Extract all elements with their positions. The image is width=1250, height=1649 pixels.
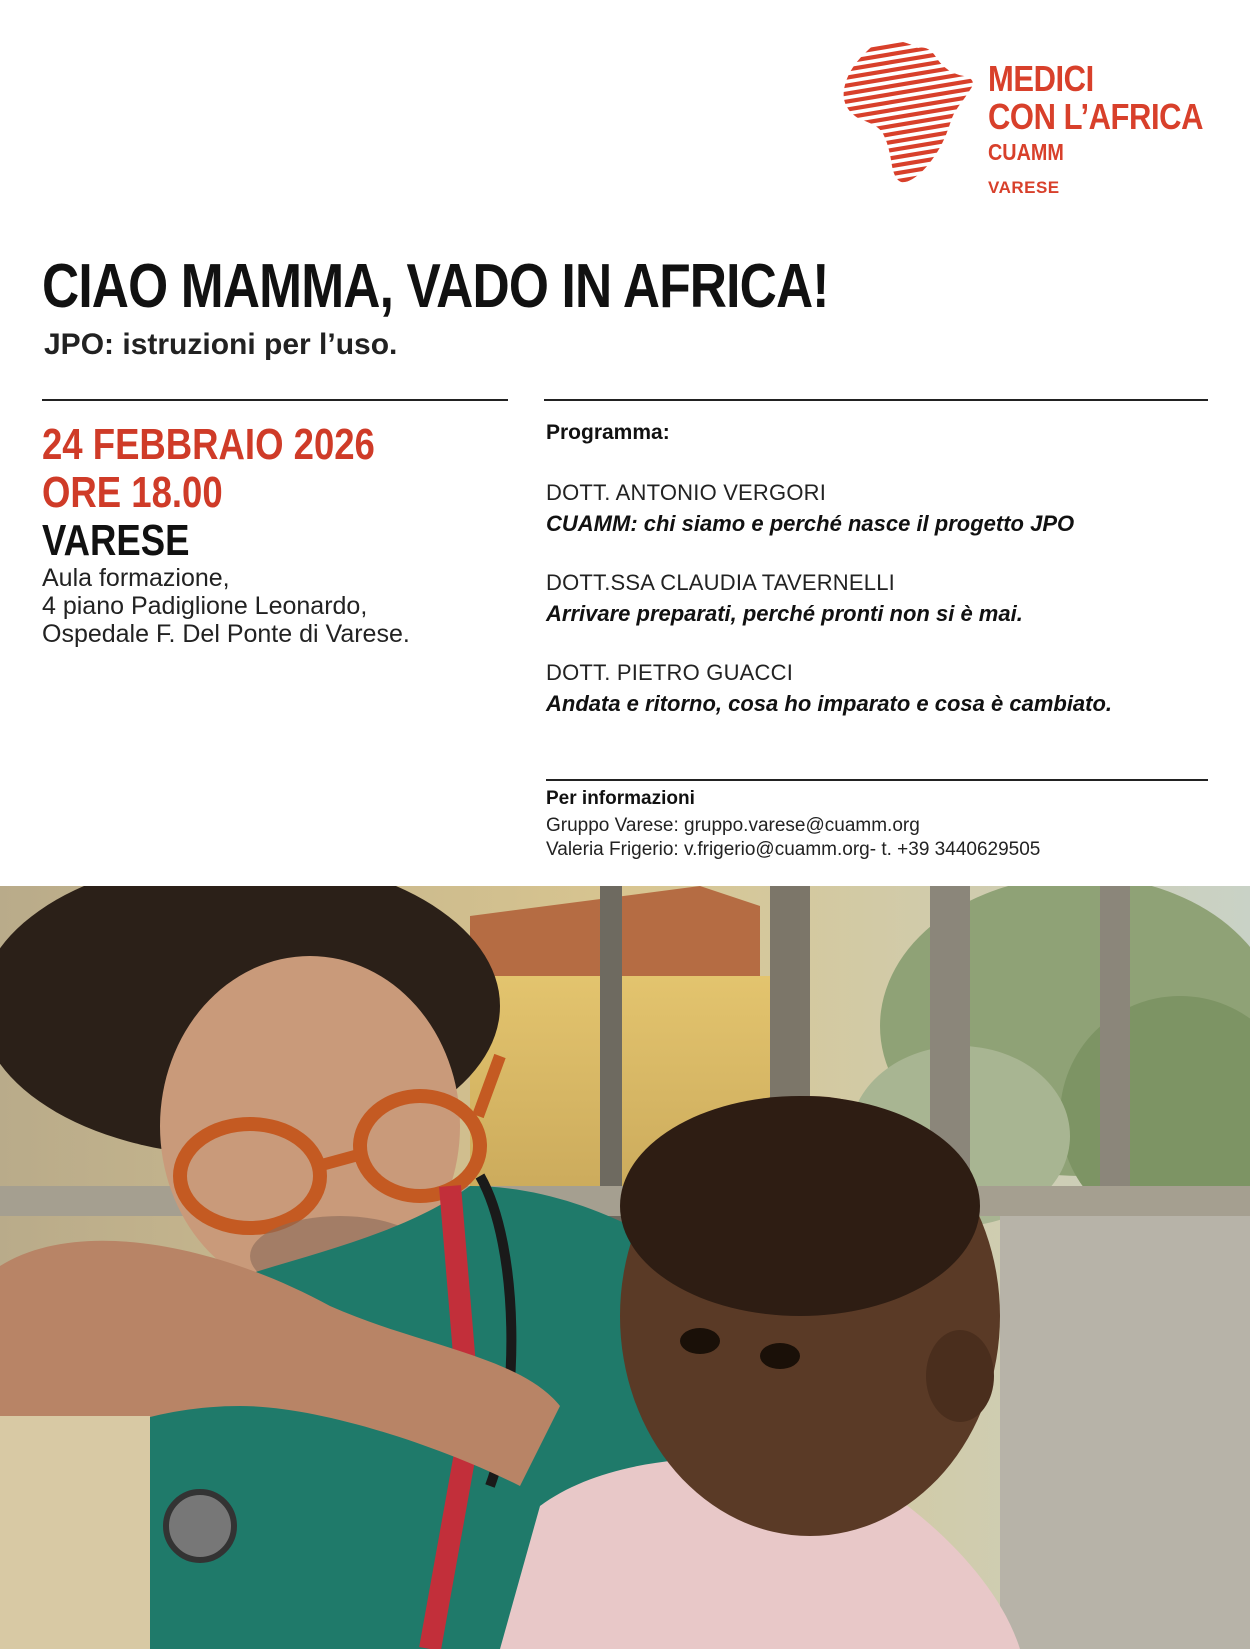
speaker-name: DOTT.SSA CLAUDIA TAVERNELLI bbox=[546, 570, 895, 595]
speaker-name: DOTT. PIETRO GUACCI bbox=[546, 660, 794, 685]
event-city: VARESE bbox=[42, 516, 190, 565]
africa-map-icon bbox=[840, 38, 980, 186]
doctor-child-photo bbox=[0, 886, 1250, 1649]
photo-illustration bbox=[0, 886, 1250, 1649]
talk-title: Arrivare preparati, perché pronti non si è mai. bbox=[546, 601, 1023, 626]
event-address bbox=[42, 564, 410, 648]
divider-info bbox=[546, 779, 1208, 781]
info-line: Gruppo Varese: gruppo.varese@cuamm.org bbox=[546, 815, 920, 836]
address-line: Aula formazione, bbox=[42, 564, 230, 592]
logo-line-2: CON L’AFRICA bbox=[988, 96, 1203, 137]
talk-title: CUAMM: chi siamo e perché nasce il progetto JPO bbox=[546, 511, 1075, 536]
divider-left bbox=[42, 399, 508, 401]
address-line: 4 piano Padiglione Leonardo, bbox=[42, 592, 368, 620]
page-title: CIAO MAMMA, VADO IN AFRICA! bbox=[42, 252, 829, 321]
logo-line-1: MEDICI bbox=[988, 58, 1094, 99]
program-heading: Programma: bbox=[546, 421, 670, 444]
info-heading: Per informazioni bbox=[546, 788, 695, 809]
logo-line-3: CUAMM bbox=[988, 139, 1064, 165]
logo-text bbox=[988, 60, 1238, 198]
info-line: Valeria Frigerio: v.frigerio@cuamm.org- t. +39 3440629505 bbox=[546, 839, 1041, 860]
event-date: 24 FEBBRAIO 2026 bbox=[42, 420, 375, 469]
logo-line-4: VARESE bbox=[988, 178, 1060, 197]
page-subtitle: JPO: istruzioni per l’uso. bbox=[44, 328, 398, 361]
divider-right bbox=[544, 399, 1208, 401]
cuamm-logo bbox=[840, 38, 1220, 198]
speaker-name: DOTT. ANTONIO VERGORI bbox=[546, 480, 827, 505]
event-time: ORE 18.00 bbox=[42, 468, 223, 517]
talk-title: Andata e ritorno, cosa ho imparato e cosa è cambiato. bbox=[546, 691, 1113, 716]
address-line: Ospedale F. Del Ponte di Varese. bbox=[42, 620, 410, 648]
